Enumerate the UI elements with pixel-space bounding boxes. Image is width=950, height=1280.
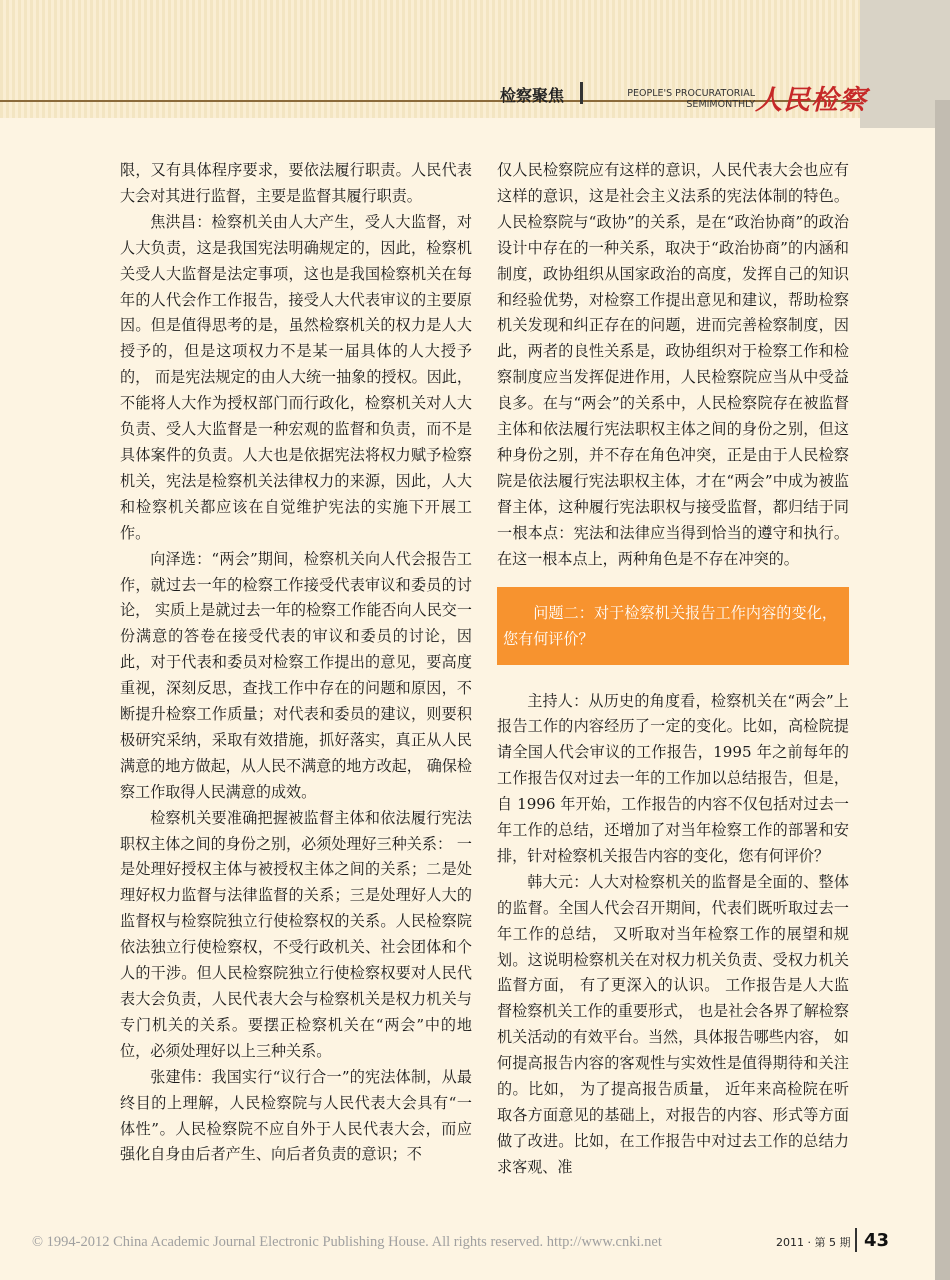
paragraph: 仅人民检察院应有这样的意识，人民代表大会也应有这样的意识，这是社会主义法系的宪法体制的特色。人民检察院与“政协”的关系，是在“政治协商”的政治设计中存在的一种关系，取决于“政治协商”的内涵和制度，政协组织从国家政治的高度，发挥自己的知识和经验优势，对检察工作提出意见和建议，帮助检察机关发现和纠正存在的问题，进而完善检察制度，因此，两者的良性关系是，政协组织对于检察工作和检察制度应当发挥促进作用，人民检察院应当从中受益良多。在与“两会”的关系中，人民检察院存在被监督主体和依法履行宪法职权主体之间的身份之别，但这种身份之别，并不存在角色冲突，正是由于人民检察院是依法履行宪法职权主体，才在“两会”中成为被监督主体，这种履行宪法职权与接受监督，都归结于同一根本点：宪法和法律应当得到恰当的遵守和执行。在这一根本点上，两种角色是不存在冲突的。 [497,161,849,568]
section-divider [580,82,583,104]
footer-divider [855,1228,857,1252]
right-column [497,158,849,1181]
right-margin-strip [935,100,950,1280]
paragraph: 韩大元：人大对检察机关的监督是全面的、整体的监督。全国人代会召开期间，代表们既听取过去一年工作的总结， 又听取对当年检察工作的展望和规划。这说明检察机关在对权力机关负责、受权力机关监督方面， 有了更深入的认识。 工作报告是人大监督检察机关工作的重要形式， 也是社会各界了解检察机关活动的有效平台。当然，具体报告哪些内容， 如何提高报告内容的客观性与实效性是值得期待和关注的。比如， 为了提高报告质量， 近年来高检院在听取各方面意见的基础上，对报告的内容、形式等方面做了改进。比如，在工作报告中对过去工作的总结力求客观、准 [497,872,849,1176]
paragraph: 向泽选：“两会”期间，检察机关向人代会报告工作，就过去一年的检察工作接受代表审议和委员的讨论， 实质上是就过去一年的检察工作能否向人民交一份满意的答卷在接受代表的审议和委员的讨论，因此，对于代表和委员对检察工作提出的意见，要高度重视，深刻反思，查找工作中存在的问题和原因，不断提升检察工作质量；对代表和委员的建议，则要积极研究采纳，采取有效措施，抓好落实，真正从人民满意的地方做起，从人民不满意的地方改起， 确保检察工作取得人民满意的成效。 [120,549,472,801]
copyright-notice: © 1994-2012 China Academic Journal Electronic Publishing House. All rights reserved. http://www.cnki.net [32,1234,662,1250]
left-column [120,158,472,1168]
section-label: 检察聚焦 [500,86,565,105]
paragraph: 限，又有具体程序要求，要依法履行职责。人民代表大会对其进行监督，主要是监督其履行职责。 [120,161,472,205]
issue-label: 2011 · 第 5 期 [776,1236,851,1249]
question-text: 问题二：对于检察机关报告工作内容的变化，您有何评价？ [503,603,837,648]
magazine-english-line2: SEMIMONTHLY [686,99,755,110]
paragraph: 检察机关要准确把握被监督主体和依法履行宪法职权主体之间的身份之别，必须处理好三种关系： 一是处理好授权主体与被授权主体之间的关系；二是处理好权力监督与法律监督的关系；三是处理好人大的监督权与检察院独立行使检察权的关系。人民检察院依法独立行使检察权，不受行政机关、社会团体和个人的干涉。但人民检察院独立行使检察权要对人民代表大会负责，人民代表大会与检察机关是权力机关与专门机关的关系。要摆正检察机关在“两会”中的地位，必须处理好以上三种关系。 [120,808,472,1060]
magazine-logo: 人民检察 [755,85,867,116]
paragraph: 焦洪昌：检察机关由人大产生，受人大监督，对人大负责，这是我国宪法明确规定的，因此，检察机关受人大监督是法定事项，这也是我国检察机关在每年的人代会作工作报告，接受人大代表审议的主要原因。但是值得思考的是，虽然检察机关的权力是人大授予的，但是这项权力不是某一届具体的人大授予的， 而是宪法规定的由人大统一抽象的授权。因此，不能将人大作为授权部门而行政化，检察机关对人大负责、受人大监督是一种宏观的监督和负责，而不是具体案件的负责。人大也是依据宪法将权力赋予检察机关，宪法是检察机关法律权力的来源，因此，人大和检察机关都应该在自觉维护宪法的实施下开展工作。 [120,212,472,542]
paragraph: 张建伟：我国实行“议行合一”的宪法体制，从最终目的上理解，人民检察院与人民代表大会具有“一体性”。人民检察院不应自外于人民代表大会，而应强化自身由后者产生、向后者负责的意识；不 [120,1067,472,1164]
paragraph: 主持人：从历史的角度看，检察机关在“两会”上报告工作的内容经历了一定的变化。比如，高检院提请全国人代会审议的工作报告，1995 年之前每年的工作报告仅对过去一年的工作加以总结报告，但是，自 1996 年开始，工作报告的内容不仅包括对过去一年工作的总结，还增加了对当年检察工作的部署和安排，针对检察机关报告内容的变化，您有何评价？ [497,691,849,865]
question-box [497,587,849,665]
magazine-english-line1: PEOPLE'S PROCURATORIAL [627,88,755,99]
magazine-english-name [615,88,755,110]
page-number: 43 [864,1230,890,1251]
